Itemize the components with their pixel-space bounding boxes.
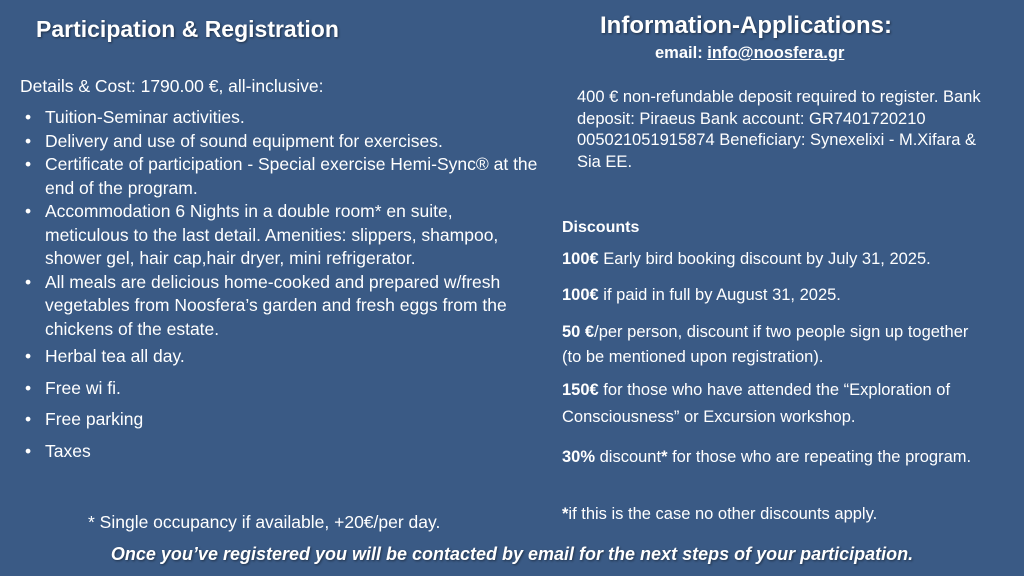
list-item: • Certificate of participation - Special exercise Hemi-Sync® at the end of the program. xyxy=(20,153,540,200)
discount-item xyxy=(562,284,1017,308)
list-item: • Tuition-Seminar activities. xyxy=(20,106,540,130)
list-item: • All meals are delicious home-cooked and prepared w/fresh vegetables from Noosfera’s garden and fresh eggs from the chickens of the estate. xyxy=(20,271,540,342)
discount-item xyxy=(562,320,982,370)
discount-item xyxy=(562,248,1017,272)
discount-text: for those who are repeating the program. xyxy=(667,448,972,466)
discount-asterisk: * xyxy=(661,448,668,466)
discount-text: /per person, discount if two people sign up together (to be mentioned upon registration). xyxy=(562,323,969,366)
discount-amount: 100€ xyxy=(562,250,599,268)
discount-item xyxy=(562,377,987,431)
discount-amount: 50 € xyxy=(562,323,595,341)
list-item: • Free parking xyxy=(20,408,540,432)
list-item: • Free wi fi. xyxy=(20,377,540,401)
list-item: • Delivery and use of sound equipment for exercises. xyxy=(20,130,540,154)
registration-banner: Once you’ve registered you will be contacted by email for the next steps of your participation. xyxy=(110,544,914,564)
discount-amount: 150€ xyxy=(562,381,599,399)
list-item: • Taxes xyxy=(20,440,540,464)
participation-title: Participation & Registration xyxy=(36,16,339,42)
discount-amount: 100€ xyxy=(562,286,599,304)
discount-text: Early bird booking discount by July 31, 2025. xyxy=(598,250,931,268)
deposit-info: 400 € non-refundable deposit required to register. Bank deposit: Piraeus Bank account: GR7401720210 005021051915874 Beneficiary: Synexelixi - M.Xifara & Sia EE. xyxy=(577,88,981,171)
single-occupancy-note: * Single occupancy if available, +20€/per day. xyxy=(88,512,441,532)
discount-text: discount xyxy=(595,448,662,466)
discount-item xyxy=(562,443,992,472)
details-cost: Details & Cost: 1790.00 €, all-inclusive: xyxy=(20,76,324,96)
list-item: • Accommodation 6 Nights in a double room* en suite, meticulous to the last detail. Amenities: slippers, shampoo, shower gel, hair cap,hair dryer, mini refrigerator. xyxy=(20,200,540,271)
list-item: • Herbal tea all day. xyxy=(20,345,540,369)
discount-footnote xyxy=(562,503,1017,527)
footnote-star: * xyxy=(562,505,569,523)
discounts-heading: Discounts xyxy=(562,219,640,236)
footnote-text: if this is the case no other discounts apply. xyxy=(568,505,878,523)
email-line xyxy=(655,44,844,63)
included-list xyxy=(20,106,540,463)
email-link[interactable]: info@noosfera.gr xyxy=(707,44,845,62)
discount-amount: 30% xyxy=(562,448,596,466)
discount-text: if paid in full by August 31, 2025. xyxy=(598,286,841,304)
email-label: email: xyxy=(655,44,703,62)
discount-text: for those who have attended the “Exploration of Consciousness” or Excursion workshop. xyxy=(562,381,951,426)
information-title: Information-Applications: xyxy=(600,12,892,39)
